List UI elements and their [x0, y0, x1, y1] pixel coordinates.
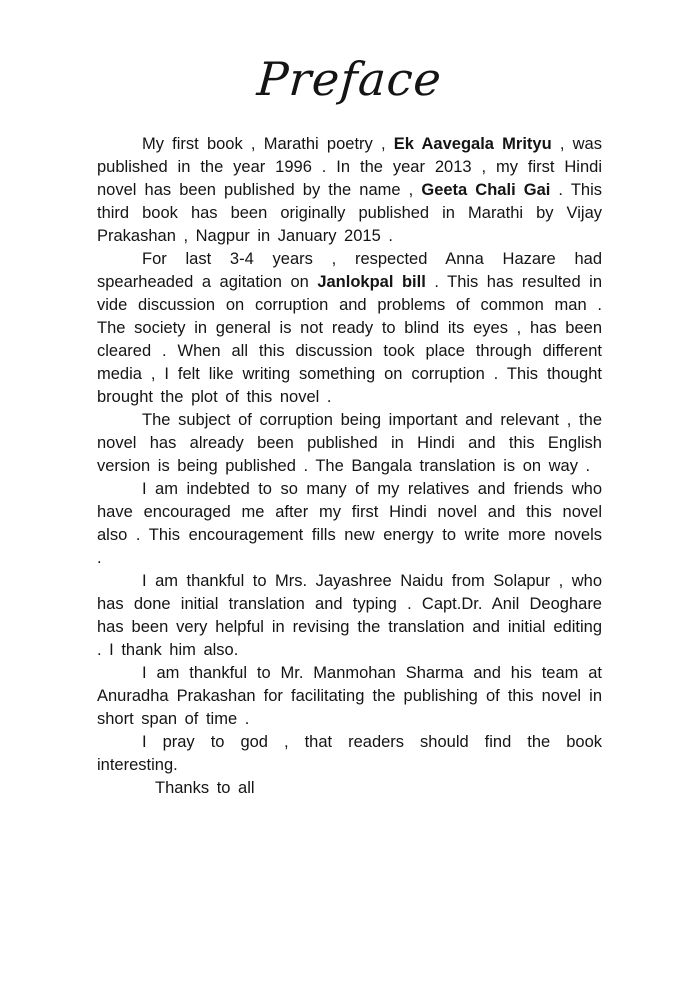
bold-book-title-ek-aavegala-mrityu: Ek Aavegala Mrityu	[393, 135, 552, 154]
page-title: Preface	[255, 52, 444, 106]
paragraph-intro-books	[97, 133, 602, 248]
text-segment: For last 3-4 years , respected Anna Hazare had spearheaded a agitation on	[97, 250, 602, 292]
text-segment: , was published in the year 1996 . In the year 2013 , my first Hindi novel has been published by the name ,	[97, 135, 602, 200]
paragraph-indebted	[97, 478, 602, 570]
text-segment: I pray to god , that readers should find the book interesting.	[97, 733, 602, 775]
bold-book-title-geeta-chali-gai: Geeta Chali Gai	[421, 181, 551, 200]
paragraph-thanks-jayashree	[97, 570, 602, 662]
text-segment: My first book , Marathi poetry ,	[142, 135, 394, 154]
paragraph-anna-hazare	[97, 248, 602, 409]
bold-janlokpal-bill: Janlokpal bill	[317, 273, 426, 292]
text-segment: . This has resulted in vide discussion on corruption and problems of common man . The society in general is not ready to blind its eyes , has been cleared . When all this discussion took place through different media , I felt like writing something on corruption . This thought brought the plot of this novel .	[97, 273, 602, 407]
text-segment: I am thankful to Mr. Manmohan Sharma and his team at Anuradha Prakashan for facilitating the publishing of this novel in short span of time .	[97, 664, 602, 729]
text-segment: I am indebted to so many of my relatives and friends who have encouraged me after my first Hindi novel and this novel also . This encouragement fills new energy to write more novels .	[97, 480, 602, 568]
closing-line: Thanks to all	[155, 779, 255, 798]
paragraph-pray	[97, 731, 602, 777]
text-segment: The subject of corruption being important and relevant , the novel has already been published in Hindi and this English version is being published . The Bangala translation is on way .	[97, 411, 602, 476]
paragraph-subject-corruption	[97, 409, 602, 478]
text-segment: . This third book has been originally published in Marathi by Vijay Prakashan , Nagpur in January 2015 .	[97, 181, 602, 246]
paragraph-thanks-manmohan	[97, 662, 602, 731]
text-segment: I am thankful to Mrs. Jayashree Naidu from Solapur , who has done initial translation and typing . Capt.Dr. Anil Deoghare has been very helpful in revising the translation and initial editing . I thank him also.	[97, 572, 602, 660]
